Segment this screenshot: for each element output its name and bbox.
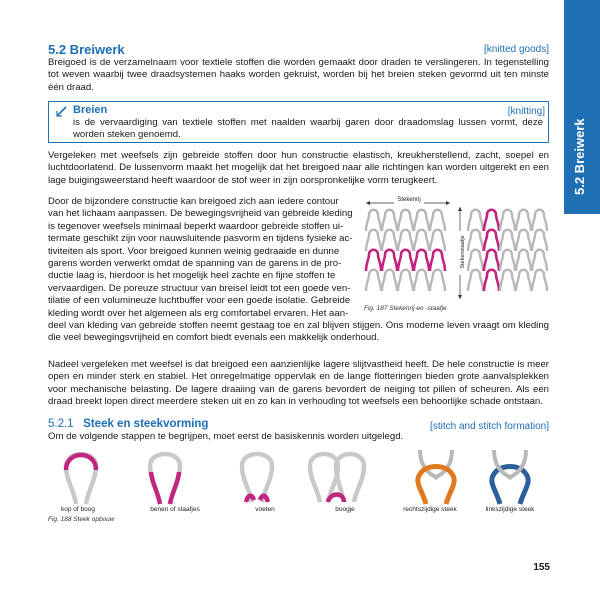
label-stitch-row: Stekenrij (397, 197, 421, 203)
text-line: tiviteiten als sport. Voor breigoed kunnen weinig gedraaide en dunne (48, 245, 340, 257)
label-feet: voeten (255, 506, 275, 513)
label-sinker-loop: boogje (335, 506, 355, 513)
paragraph-comfort (48, 196, 360, 320)
text-line: Door de bijzondere constructie kan breigoed zich aan iedere contour (48, 196, 339, 207)
figure-187-caption: Fig. 187 Stekenrij en -staafje (364, 305, 447, 312)
stitch-head (66, 454, 96, 504)
face-stitch (418, 450, 454, 504)
text-line: tilatie of een volumineuze luchtbuffer voor een goede isolatie. Gebreide (48, 295, 351, 307)
text-line: is tegenover weefsels minimaal beperkt waardoor gebreide stoffen ui- (48, 220, 344, 232)
reverse-stitch (492, 450, 528, 504)
label-face-stitch: rechtszijdige steek (403, 506, 457, 513)
section-title: 5.2 Breiwerk (48, 42, 125, 57)
paragraph-properties: Vergeleken met weefsels zijn gebreide stoffen door hun constructie elastisch, kreukherstellend, zacht, soepel en luchtdoorlatend. De lussenvorm maakt het mogelijk dat het breigoed naar alle richtingen kan worden uitgerekt en een lage buigingsweerstand heeft waardoor de stof weer in zijn oorspronkelijke vorm terugkeert. (48, 150, 549, 186)
paragraph-comfort-tail: deel van kleding van gebreide stoffen neemt gestaag toe en zal blijven stijgen. Ons moderne leven vraagt om kleding die veel bewegingsvrijheid en comfort biedt evenals een makkelijk onderhoud. (48, 320, 549, 344)
intro-paragraph: Breigoed is de verzamelnaam voor textiele stoffen die worden gemaakt door draden te verslingeren. In tegenstelling tot weven waarbij twee draadsystemen haaks worden gekruist, worden bij het breien steken gevormd uit ten minste één draad. (48, 57, 549, 93)
label-head: kop of boog (61, 506, 95, 513)
text-line: termate geschikt zijn voor nauwsluitende pasvorm en tijdens fysieke ac- (48, 233, 353, 245)
definition-callout (48, 101, 549, 143)
label-legs: benen of staafjes (150, 506, 200, 513)
stitch-structure-diagram (48, 446, 549, 508)
paragraph-basics: Om de volgende stappen te begrijpen, moet eerst de basiskennis worden uitgelegd. (48, 431, 404, 442)
stitch-legs (150, 454, 180, 504)
callout-tag: [knitting] (507, 106, 545, 117)
callout-title: Breien (73, 104, 108, 116)
text-line: van het lichaam aanpassen. De bewegingsvrijheid van gebreide kleding (48, 208, 353, 220)
subsection-tag: [stitch and stitch formation] (430, 421, 549, 432)
subsection-number: 5.2.1 (48, 418, 74, 430)
paragraph-drawbacks: Nadeel vergeleken met weefsel is dat breigoed een aanzienlijke lagere slijtvastheid heeft. De hele constructie is meer open en minder sterk en stabiel. Het onregelmatige oppervlak en de lange flotteringen bieden grote aanvalsplekken voor mechanische belasting. De lagere draaiing van de garens bevordert de neiging tot pillen of scheuren. Als een draad breekt lopen direct meerdere steken uit en zo kan in verhouding tot weefsels een behoorlijke schade ontstaan. (48, 359, 549, 408)
stitch-feet (242, 454, 272, 502)
subsection-title (48, 418, 208, 430)
text-line: garens worden verwerkt omdat de spanning van de garens in de pro- (48, 258, 342, 270)
chapter-side-tab (564, 0, 600, 214)
text-line: ductie laag is, hierdoor is het mogelijk heel zachte en fijne stoffen te (48, 270, 336, 282)
section-tag: [knitted goods] (483, 44, 549, 55)
chapter-side-tab-label: 5.2 Breiwerk (572, 118, 587, 195)
pencil-icon (55, 105, 69, 118)
page-number: 155 (533, 562, 550, 573)
figure-stitch-row-and-wale (364, 197, 550, 317)
figure-188-caption: Fig. 188 Steek opbouw (48, 516, 115, 523)
subsection-name: Steek en steekvorming (83, 418, 209, 430)
knit-structure-diagram (364, 197, 550, 307)
stitch-sinker-loop (310, 454, 364, 502)
label-stitch-wale: Stekenstaafje (460, 235, 466, 269)
label-reverse-stitch: linkszijdige steek (485, 506, 535, 513)
text-line: kleding wordt over het algemeen als erg comfortabel ervaren. Het aan- (48, 307, 349, 319)
callout-text: is de vervaardiging van textiele stoffen met naalden waarbij garen door draadomslag lussen vormt, deze worden steken genoemd. (73, 117, 543, 141)
text-line: vervaardigen. De poreuze structuur van breisel leidt tot een goede ven- (48, 282, 351, 294)
